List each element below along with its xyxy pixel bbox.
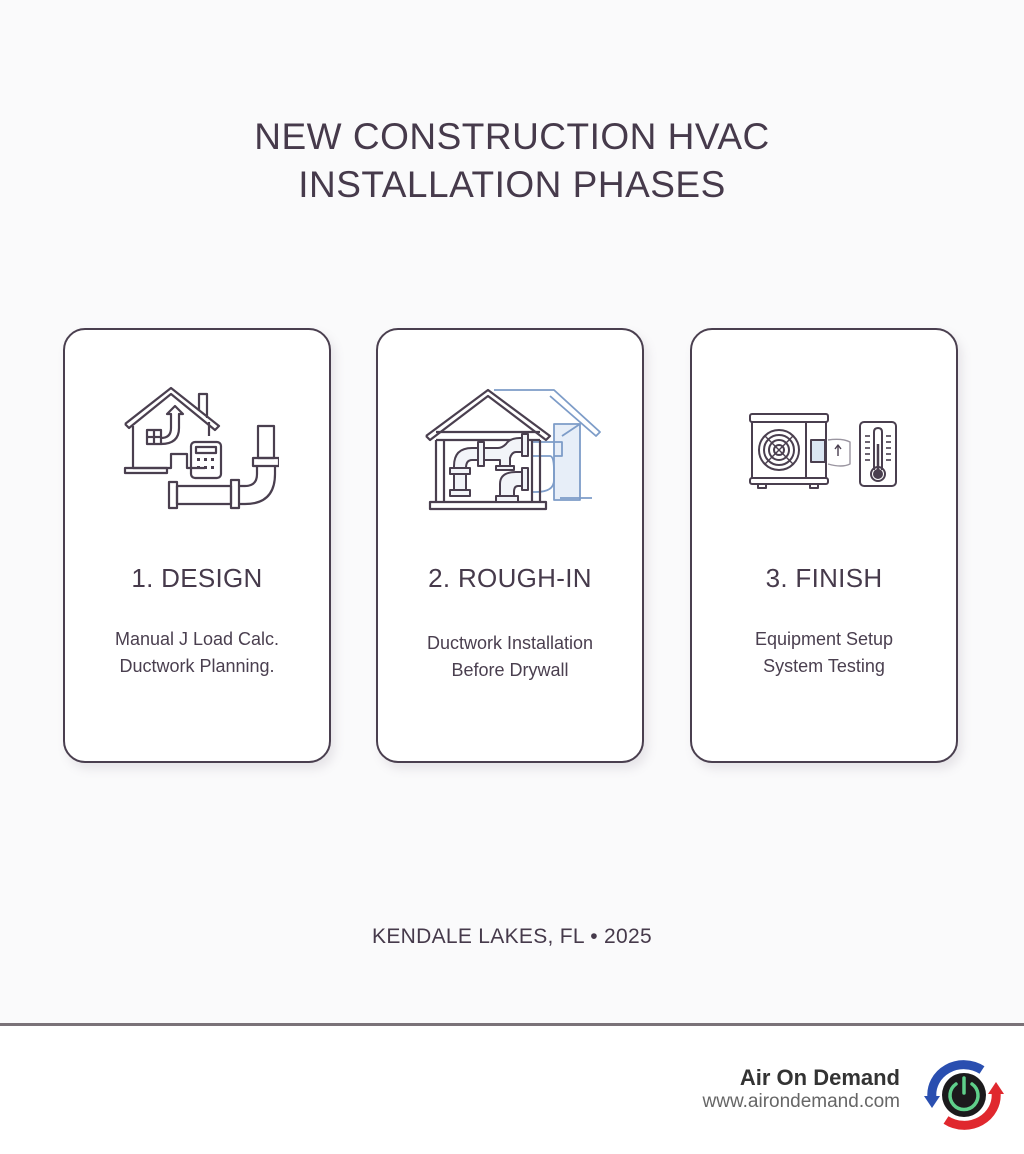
phase-title: 3. FINISH [765,563,883,593]
phase-card-design [63,328,331,763]
phase-card-rough-in [376,328,644,763]
phase-description-line: Equipment Setup [754,629,894,649]
house-framing-ductwork-icon [378,380,646,520]
phase-title: 1. DESIGN [131,563,263,593]
phase-description [65,626,329,680]
phase-description [692,626,956,680]
phase-description-line: Ductwork Installation [426,633,594,653]
phase-description-line: System Testing [763,656,885,676]
title-line-2: INSTALLATION PHASES [298,164,726,205]
phase-description-line: Manual J Load Calc. [114,629,280,649]
phase-card-finish [690,328,958,763]
phase-description-line: Before Drywall [451,660,569,680]
phase-title: 2. ROUGH-IN [428,563,592,593]
brand-block [703,1065,900,1113]
page-title [0,113,1024,209]
phase-description-line: Ductwork Planning. [119,656,275,676]
power-button-cycle-logo [924,1060,1004,1130]
location-year: KENDALE LAKES, FL • 2025 [372,925,652,948]
ac-unit-thermometer-icon [692,380,960,520]
brand-name: Air On Demand [739,1065,900,1090]
title-line-1: NEW CONSTRUCTION HVAC [254,116,770,157]
house-calculator-duct-icon [65,380,333,520]
brand-url[interactable]: www.airondemand.com [702,1091,900,1112]
phase-description [378,630,642,684]
